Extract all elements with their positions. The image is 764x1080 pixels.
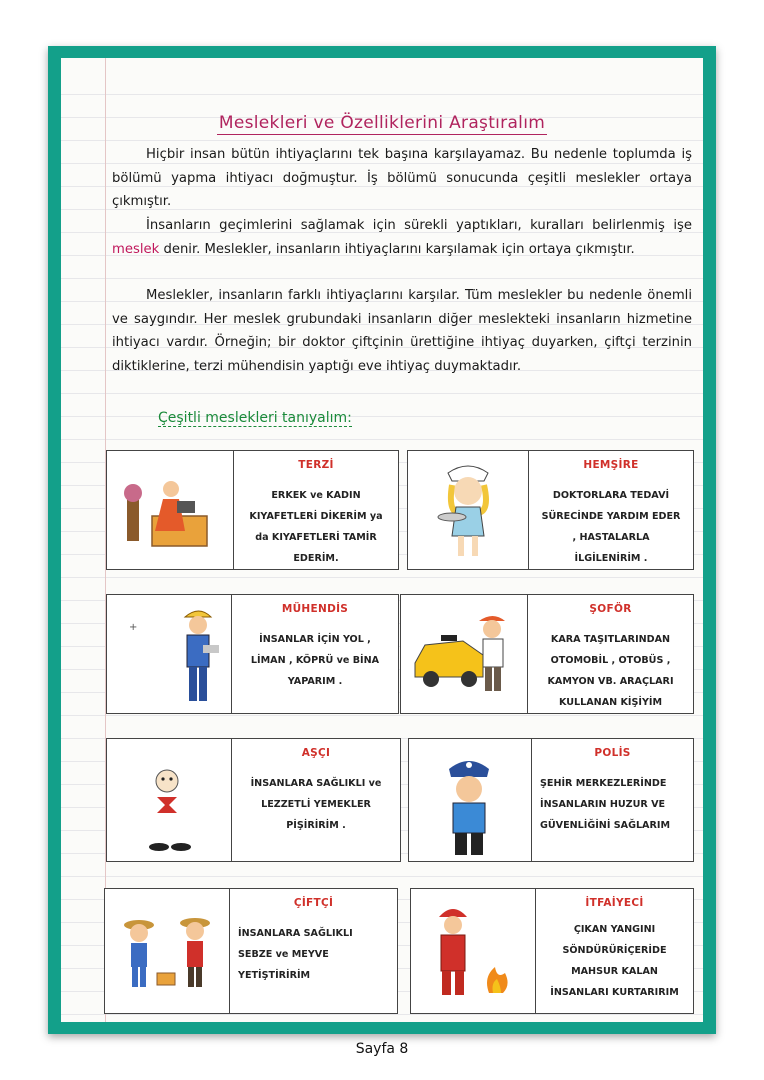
nurse-description: DOKTORLARA TEDAVİ SÜRECİNDE YARDIM EDER , HASTALARLA İLGİLENİRİM . <box>541 490 681 564</box>
page-title-text: Meslekleri ve Özelliklerini Araştıralım <box>218 113 546 133</box>
paragraph-3-text: Meslekler, insanların farklı ihtiyaçlarını karşılar. Tüm meslekler bu nedenle önemli ve saygındır. Her meslek grubundaki insanların diğer meslekteki insanların hizmetine ihtiyacı vardır. Örneğin; bir doktor çiftçinin ürettiğine ihtiyaç duyarken, çiftçi terzinin diktiklerine, terzi mühendisin yaptığı eve ihtiyaç duymaktadır. <box>112 288 692 374</box>
farmer-image <box>104 888 230 1014</box>
police-title: POLİS <box>594 747 631 759</box>
farmer-card <box>229 888 398 1014</box>
page-number: Sayfa 8 <box>355 1041 409 1057</box>
driver-card <box>527 594 694 714</box>
tailor-illustration <box>107 451 233 569</box>
nurse-image <box>407 450 529 570</box>
firefighter-image <box>410 888 536 1014</box>
engineer-title: MÜHENDİS <box>281 603 349 615</box>
paragraph-1 <box>112 143 692 214</box>
nurse-title: HEMŞİRE <box>583 459 639 471</box>
police-card <box>531 738 694 862</box>
svg-text:+: + <box>129 622 138 633</box>
cook-illustration <box>107 739 231 861</box>
farmer-title: ÇİFTÇİ <box>293 897 334 909</box>
police-image <box>408 738 532 862</box>
paragraph-2-before: İnsanların geçimlerini sağlamak için sürekli yaptıkları, kuralları belirlenmiş işe <box>146 218 692 233</box>
firefighter-card <box>535 888 694 1014</box>
driver-illustration <box>401 595 527 713</box>
engineer-description: İNSANLAR İÇİN YOL , LİMAN , KÖPRÜ ve BİNA YAPARIM . <box>250 634 380 687</box>
firefighter-description: ÇIKAN YANGINI SÖNDÜRÜRİÇERİDE MAHSUR KALAN İNSANLARI KURTARIRIM <box>550 924 679 998</box>
tailor-image <box>106 450 234 570</box>
driver-title: ŞOFÖR <box>589 603 632 615</box>
police-illustration <box>409 739 531 861</box>
paragraph-1-text: Hiçbir insan bütün ihtiyaçlarını tek başına karşılayamaz. Bu nedenle toplumda iş bölümü yapma ihtiyacı doğmuştur. İş bölümü sonucunda çeşitli meslekler ortaya çıkmıştır. <box>112 147 692 209</box>
nurse-card <box>528 450 694 570</box>
engineer-image <box>106 594 232 714</box>
cook-image <box>106 738 232 862</box>
engineer-illustration <box>107 595 231 713</box>
paragraph-3 <box>112 284 692 378</box>
driver-description: KARA TAŞITLARINDAN OTOMOBİL , OTOBÜS , KAMYON VB. ARAÇLARI KULLANAN KİŞİYİM <box>547 634 674 708</box>
nurse-illustration <box>408 451 528 569</box>
firefighter-illustration <box>411 889 535 1013</box>
farmer-illustration <box>105 889 229 1013</box>
paragraph-2 <box>112 214 692 261</box>
page-title <box>0 113 764 133</box>
subheading-text: Çeşitli meslekleri tanıyalım: <box>158 410 352 426</box>
cook-title: AŞÇI <box>301 747 331 759</box>
paragraph-2-after: denir. Meslekler, insanların ihtiyaçlarını karşılamak için ortaya çıkmıştır. <box>163 241 635 257</box>
tailor-description: ERKEK ve KADIN KIYAFETLERİ DİKERİM ya da KIYAFETLERİ TAMİR EDERİM. <box>249 490 383 564</box>
tailor-title: TERZİ <box>298 459 334 471</box>
tailor-card <box>233 450 399 570</box>
driver-image <box>400 594 528 714</box>
cook-description: İNSANLARA SAĞLIKLI ve LEZZETLİ YEMEKLER PİŞİRİRİM . <box>250 778 382 831</box>
farmer-description: İNSANLARA SAĞLIKLI SEBZE ve MEYVE YETİŞTİRİRİM <box>238 928 353 981</box>
engineer-card <box>231 594 399 714</box>
cook-card <box>231 738 401 862</box>
police-description: ŞEHİR MERKEZLERİNDE İNSANLARIN HUZUR VE GÜVENLİĞİNİ SAĞLARIM <box>540 778 670 831</box>
meslek-highlight: meslek <box>112 241 160 257</box>
firefighter-title: İTFAİYECİ <box>585 897 644 909</box>
subheading <box>158 410 352 426</box>
